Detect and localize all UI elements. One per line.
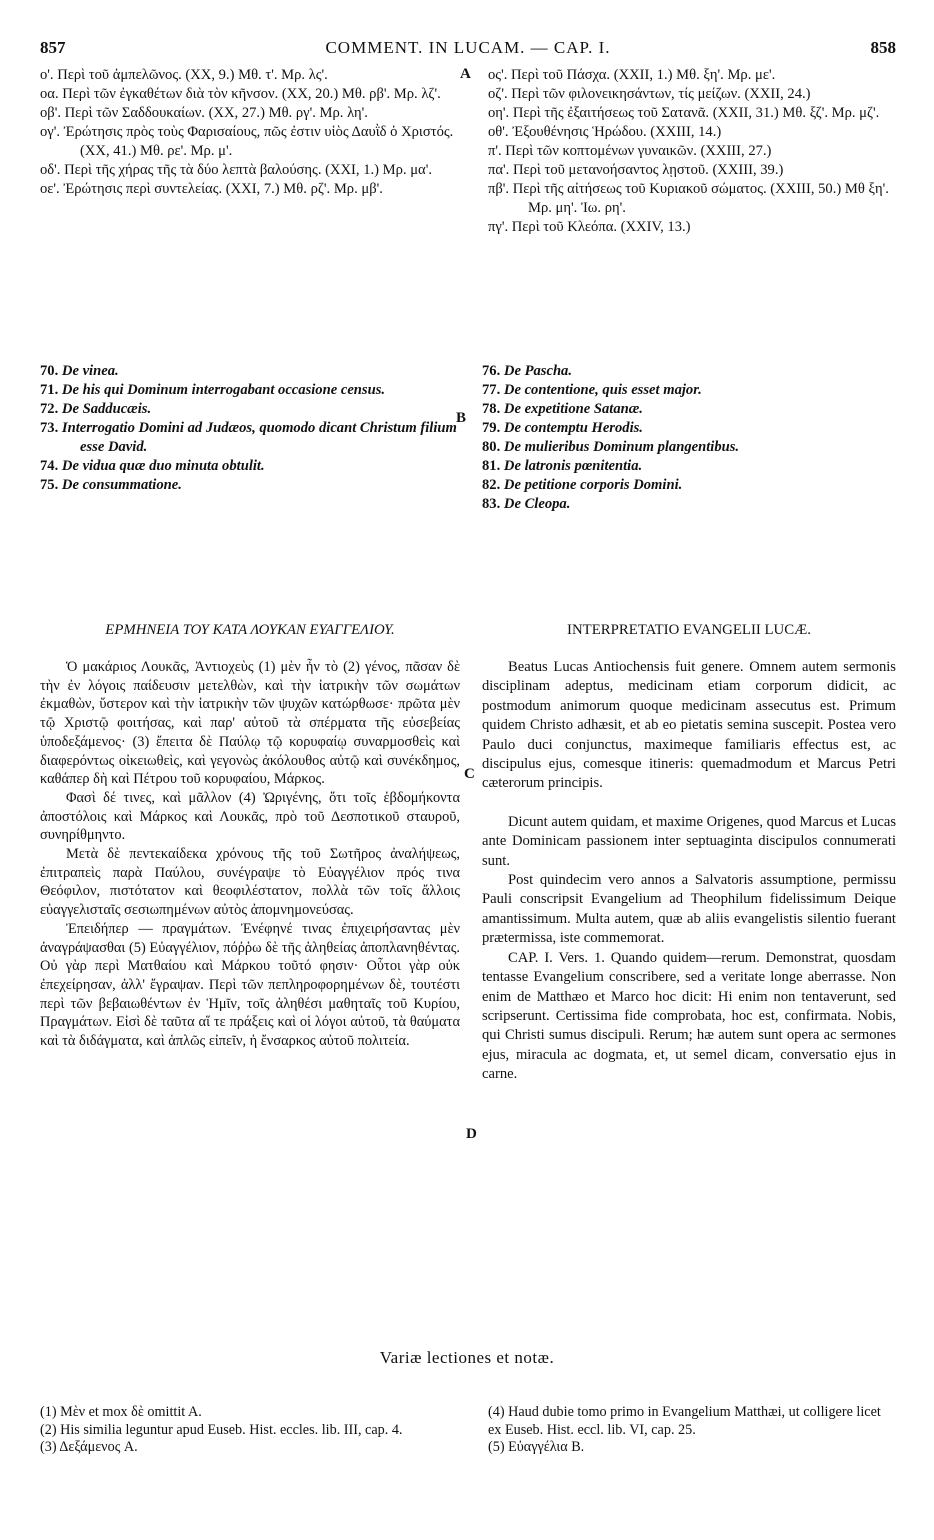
latin-index-entry: 74. De vidua quæ duo minuta obtulit. <box>40 458 265 474</box>
greek-paragraph: Ἐπειδήπερ — πραγμάτων. Ἐνέφηνέ τινας ἐπιχειρήσαντας μὲν ἀναγράψασθαι (5) Εὐαγγέλιον, πόῤῥω δὲ τῆς ἀληθείας ἀποπλανηθέντας. Οὐ γὰρ περὶ Ματθαίου καὶ Μάρκου τοῦτό φησιν· Οὗτοι γὰρ οὐκ ἐπεχείρησαν, ἀλλ' ἔγραψαν. Περὶ τῶν πεπληροφορημένων δὲ, τουτέστι περὶ τῶν βεβαιωθέντων ἐν Ἡμῖν, τοῖς ἀληθέσι μαθηταῖς τοῦ Κυρίου, Πραγμάτων. Εἰσὶ δὲ ταῦτα αἵ τε πράξεις καὶ οἱ λόγοι αὐτοῦ, τὰ θαύματα καὶ τὰ διδάγματα, καὶ ἁπλῶς εἰπεῖν, ἡ ἔνσαρκος αὐτοῦ πολιτεία. <box>40 920 460 1050</box>
greek-index-entry: ογ'. Ἐρώτησις πρὸς τοὺς Φαρισαίους, πῶς ἐστιν υἱὸς Δαυῒδ ὁ Χριστός. (XX, 41.) Μθ. ρε'. Μρ. μ'. <box>40 124 454 159</box>
page-number-left: 857 <box>40 38 66 57</box>
greek-index-entry: πγ'. Περὶ τοῦ Κλεόπα. (XXIV, 13.) <box>488 219 691 235</box>
greek-index-right <box>488 66 898 237</box>
greek-index-entry: πβ'. Περὶ τῆς αἰτήσεως τοῦ Κυριακοῦ σώματος. (XXIII, 50.) Μθ ξη'. Μρ. μη'. Ἰω. ρη'. <box>488 181 889 216</box>
footnote: (2) His similia leguntur apud Euseb. Hist. eccles. lib. III, cap. 4. <box>40 1421 403 1438</box>
running-title: COMMENT. IN LUCAM. — CAP. I. <box>325 38 611 57</box>
greek-paragraph: Φασὶ δέ τινες, καὶ μᾶλλον (4) Ὠριγένης, ὅτι τοῖς ἑβδομήκοντα ἀποστόλοις καὶ Μάρκος καὶ Λουκᾶς, πρὸ τοῦ Δεσποτικοῦ σταυροῦ, συνηρίθμηντο. <box>40 789 460 844</box>
latin-index-entry: 77. De contentione, quis esset major. <box>482 382 702 398</box>
greek-index-entry: ος'. Περὶ τοῦ Πάσχα. (XXII, 1.) Μθ. ξη'. Μρ. με'. <box>488 67 776 83</box>
greek-paragraph: Μετὰ δὲ πεντεκαίδεκα χρόνους τῆς τοῦ Σωτῆρος ἀναλήψεως, ἐπιτραπεὶς παρὰ Παύλου, συνέγραψε τὸ Εὐαγγέλιον πρός τινα Θεόφιλον, πιστότατον καὶ θεοφιλέστατον, πολλὰ τῶν τοῖς ἄλλοις εὐαγγελισταῖς σεσιωπημένων αὐτὸς ἀπομνημονεύσας. <box>40 846 460 919</box>
latin-paragraph: Beatus Lucas Antiochensis fuit genere. Omnem autem sermonis disciplinam adeptus, medicinam etiam corporum didicit, ac postmodum animorum quoque medicinam assecutus est. Primum quidem Christo adhæsit, et ab eo pietatis semina suscepit. Postea vero Paulo duci conjunctus, maximeque familiaris effectus est, ac discipulus ejus, comesque itineris: quemadmodum et Marcus Petri cæterorum principis. <box>482 659 896 792</box>
page-number-right: 858 <box>870 38 896 57</box>
greek-index-entry: οε'. Ἐρώτησις περὶ συντελείας. (XXI, 7.) Μθ. ρζ'. Μρ. μβ'. <box>40 181 383 197</box>
latin-index-entry: 70. De vinea. <box>40 363 119 379</box>
footnote: (5) Εὐαγγέλια B. <box>488 1439 585 1455</box>
latin-index-entry: 71. De his qui Dominum interrogabant occasione census. <box>40 382 386 398</box>
latin-index-entry: 79. De contemptu Herodis. <box>482 420 643 436</box>
latin-index-entry: 76. De Pascha. <box>482 363 573 379</box>
latin-section-title: INTERPRETATIO EVANGELII LUCÆ. <box>567 622 811 638</box>
greek-body-text <box>40 658 460 1051</box>
latin-index-entry: 75. De consummatione. <box>40 477 182 493</box>
variae-lectiones-heading: Variæ lectiones et notæ. <box>379 1348 555 1367</box>
latin-paragraph: CAP. I. Vers. 1. Quando quidem—rerum. Demonstrat, quosdam tentasse Evangelium conscribere, sed a veritate longe aberrasse. Non enim de Matthæo et Marco hoc dicit: Hi enim non tentaverunt, sed scripserunt. Certissima fide comprobata, hoc est, confirmata. Nobis, qui Christi sumus discipuli. Rerum; hæ autem sunt opera ac sermones ejus, miracula ac dogmata, et, ut semel dicam, conversatio ejus in carne. <box>482 949 896 1083</box>
latin-index-entry: 72. De Sadducæis. <box>40 401 152 417</box>
margin-mark-b: B <box>456 410 467 426</box>
greek-index-left <box>40 66 460 199</box>
latin-index-entry: 83. De Cleopa. <box>482 496 571 512</box>
latin-index-entry: 80. De mulieribus Dominum plangentibus. <box>482 439 740 455</box>
greek-index-entry: οζ'. Περὶ τῶν φιλονεικησάντων, τίς μείζων. (XXII, 24.) <box>488 86 811 102</box>
greek-paragraph: Ὁ μακάριος Λουκᾶς, Ἀντιοχεὺς (1) μὲν ἦν τὸ (2) γένος, πᾶσαν δὲ τὴν ἐν λόγοις παίδευσιν μετελθὼν, καὶ τὴν ἰατρικὴν τῶν σωμάτων ἐκμαθὼν, ὕστερον καὶ τὴν ἰατρικὴν τῶν ψυχῶν κατώρθωσε· πρῶτα μὲν τῷ Χριστῷ φοιτήσας, καὶ παρ' αὐτοῦ τὰ σπέρματα τῆς εὐσεβείας ὑποδεξάμενος· (3) ἔπειτα δὲ Παύλῳ τῷ κορυφαίῳ συναρμοσθεὶς καὶ διαφερόντως οἰκειωθεὶς, καὶ γεγονὼς ἀκόλουθος αὐτῷ καὶ συνέκδημος, καθάπερ δὴ καὶ Πέτρου τοῦ κορυφαίου, Μάρκος. <box>40 659 460 788</box>
greek-index-entry: οδ'. Περὶ τῆς χήρας τῆς τὰ δύο λεπτὰ βαλούσης. (XXI, 1.) Μρ. μα'. <box>40 162 432 178</box>
greek-index-entry: πα'. Περὶ τοῦ μετανοήσαντος λῃστοῦ. (XXIII, 39.) <box>488 162 784 178</box>
latin-paragraph: Dicunt autem quidam, et maxime Origenes, quod Marcus et Lucas ante Dominicam passionem inter septuaginta discipulos connumerati sunt. <box>482 813 896 869</box>
margin-mark-d: D <box>466 1126 477 1142</box>
greek-index-entry: οη'. Περὶ τῆς ἐξαιτήσεως τοῦ Σατανᾶ. (XXII, 31.) Μθ. ξζ'. Μρ. μζ'. <box>488 105 880 121</box>
latin-index-right <box>482 362 892 514</box>
greek-section-title: ΕΡΜΗΝΕΙΑ ΤΟΥ ΚΑΤΑ ΛΟΥΚΑΝ ΕΥΑΓΓΕΛΙΟΥ. <box>105 622 395 638</box>
latin-index-entry: 81. De latronis pœnitentia. <box>482 458 643 474</box>
greek-index-entry: οθ'. Ἐξουθένησις Ἡρώδου. (XXIII, 14.) <box>488 124 722 140</box>
footnote: (4) Haud dubie tomo primo in Evangelium Matthæi, ut colligere licet ex Euseb. Hist. eccl. lib. VI, cap. 25. <box>488 1404 881 1438</box>
margin-mark-a: A <box>460 66 471 82</box>
greek-index-entry: οα. Περὶ τῶν ἐγκαθέτων διὰ τὸν κῆνσον. (XX, 20.) Μθ. ρβ'. Μρ. λζ'. <box>40 86 441 102</box>
greek-index-entry: οβ'. Περὶ τῶν Σαδδουκαίων. (XX, 27.) Μθ. ργ'. Μρ. λη'. <box>40 105 368 121</box>
greek-index-entry: ο'. Περὶ τοῦ ἀμπελῶνος. (XX, 9.) Μθ. τ'. Μρ. λς'. <box>40 67 328 83</box>
latin-index-entry: 73. Interrogatio Domini ad Judæos, quomodo dicant Christum filium esse David. <box>40 420 457 455</box>
latin-paragraph: Post quindecim vero annos a Salvatoris assumptione, permissu Pauli conscripsit Evangelium ad Theophilum fidelissimum Deique amantissimum. Multa autem, quæ ab aliis evangelistis silentio fuerant prætermissa, iste commemorat. <box>482 872 896 947</box>
greek-index-entry: π'. Περὶ τῶν κοπτομένων γυναικῶν. (XXIII, 27.) <box>488 143 772 159</box>
latin-index-entry: 82. De petitione corporis Domini. <box>482 477 683 493</box>
latin-body-text <box>482 658 896 1085</box>
footnote: (3) Δεξάμενος A. <box>40 1439 138 1455</box>
footnotes-left <box>40 1404 460 1457</box>
margin-mark-c: C <box>464 766 475 782</box>
latin-index-left <box>40 362 460 495</box>
footnotes-right <box>488 1404 896 1457</box>
running-header <box>40 38 896 64</box>
footnote: (1) Μὲν et mox δὲ omittit A. <box>40 1404 202 1420</box>
latin-index-entry: 78. De expetitione Satanæ. <box>482 401 643 417</box>
